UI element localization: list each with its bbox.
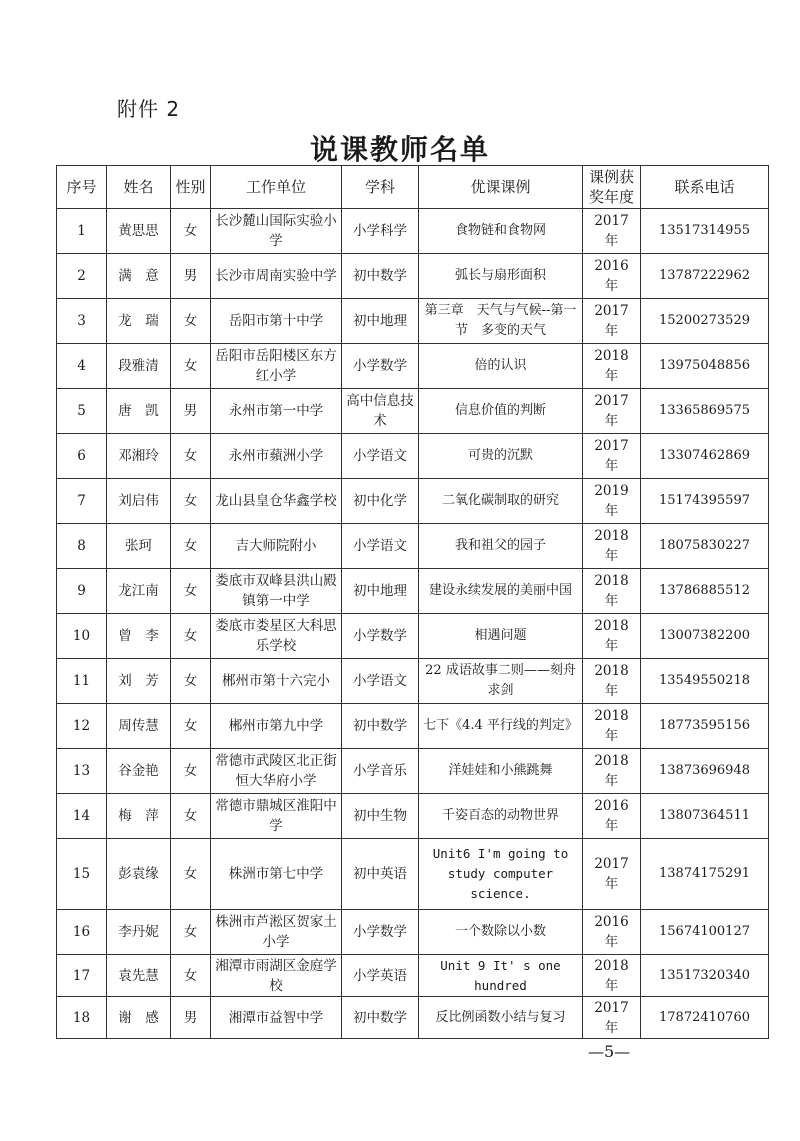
cell-name: 刘启伟 <box>107 479 171 524</box>
cell-subject: 小学数学 <box>342 910 419 955</box>
cell-award-year: 2016 年 <box>583 254 641 299</box>
cell-name: 黄思思 <box>107 209 171 254</box>
cell-subject: 初中地理 <box>342 299 419 344</box>
header-cell-gender: 性别 <box>171 166 211 209</box>
cell-gender: 女 <box>171 955 211 997</box>
cell-phone: 13786885512 <box>641 569 769 614</box>
table-row <box>57 955 769 997</box>
cell-phone: 13517320340 <box>641 955 769 997</box>
cell-index: 5 <box>57 389 107 434</box>
cell-subject: 初中数学 <box>342 997 419 1039</box>
cell-award-year: 2018 年 <box>583 614 641 659</box>
cell-award-year: 2017 年 <box>583 299 641 344</box>
cell-index: 4 <box>57 344 107 389</box>
cell-award-year: 2017 年 <box>583 997 641 1039</box>
table-row <box>57 524 769 569</box>
cell-index: 14 <box>57 794 107 839</box>
cell-gender: 女 <box>171 614 211 659</box>
cell-gender: 男 <box>171 389 211 434</box>
cell-lesson: 洋娃娃和小熊跳舞 <box>419 749 583 794</box>
cell-name: 邓湘玲 <box>107 434 171 479</box>
header-cell-subject: 学科 <box>342 166 419 209</box>
table-row <box>57 997 769 1039</box>
cell-phone: 18075830227 <box>641 524 769 569</box>
cell-name: 谢 感 <box>107 997 171 1039</box>
cell-name: 谷金艳 <box>107 749 171 794</box>
cell-name: 刘 芳 <box>107 659 171 704</box>
cell-workplace: 永州市第一中学 <box>211 389 342 434</box>
cell-lesson: 我和祖父的园子 <box>419 524 583 569</box>
cell-workplace: 湘潭市雨湖区金庭学校 <box>211 955 342 997</box>
table-row <box>57 389 769 434</box>
cell-subject: 小学语文 <box>342 524 419 569</box>
cell-index: 18 <box>57 997 107 1039</box>
cell-index: 16 <box>57 910 107 955</box>
cell-lesson: 千姿百态的动物世界 <box>419 794 583 839</box>
cell-workplace: 常德市鼎城区淮阳中学 <box>211 794 342 839</box>
cell-index: 11 <box>57 659 107 704</box>
cell-subject: 高中信息技术 <box>342 389 419 434</box>
header-cell-award-year: 课例获奖年度 <box>583 166 641 209</box>
table-row <box>57 614 769 659</box>
cell-award-year: 2018 年 <box>583 659 641 704</box>
cell-phone: 13365869575 <box>641 389 769 434</box>
cell-workplace: 永州市蘋洲小学 <box>211 434 342 479</box>
cell-lesson: Unit 9 It' s one hundred <box>419 955 583 997</box>
cell-subject: 小学英语 <box>342 955 419 997</box>
cell-name: 唐 凯 <box>107 389 171 434</box>
cell-award-year: 2017 年 <box>583 209 641 254</box>
cell-index: 13 <box>57 749 107 794</box>
header-cell-lesson: 优课课例 <box>419 166 583 209</box>
cell-award-year: 2018 年 <box>583 749 641 794</box>
cell-index: 7 <box>57 479 107 524</box>
cell-name: 龙 瑞 <box>107 299 171 344</box>
cell-award-year: 2017 年 <box>583 389 641 434</box>
cell-lesson: 第三章 天气与气候--第一节 多变的天气 <box>419 299 583 344</box>
cell-phone: 15674100127 <box>641 910 769 955</box>
header-cell-index: 序号 <box>57 166 107 209</box>
cell-index: 10 <box>57 614 107 659</box>
cell-workplace: 吉大师院附小 <box>211 524 342 569</box>
cell-gender: 女 <box>171 299 211 344</box>
cell-phone: 13787222962 <box>641 254 769 299</box>
cell-workplace: 株洲市第七中学 <box>211 839 342 910</box>
cell-lesson: 弧长与扇形面积 <box>419 254 583 299</box>
cell-phone: 13307462869 <box>641 434 769 479</box>
cell-award-year: 2018 年 <box>583 524 641 569</box>
cell-workplace: 岳阳市第十中学 <box>211 299 342 344</box>
cell-gender: 女 <box>171 659 211 704</box>
cell-gender: 女 <box>171 344 211 389</box>
cell-workplace: 娄底市娄星区大科思乐学校 <box>211 614 342 659</box>
table-row <box>57 704 769 749</box>
page-number: —5— <box>588 1042 631 1061</box>
cell-name: 张珂 <box>107 524 171 569</box>
cell-subject: 小学语文 <box>342 659 419 704</box>
cell-name: 曾 李 <box>107 614 171 659</box>
cell-lesson: 可贵的沉默 <box>419 434 583 479</box>
cell-subject: 初中生物 <box>342 794 419 839</box>
cell-phone: 15200273529 <box>641 299 769 344</box>
cell-workplace: 娄底市双峰县洪山殿镇第一中学 <box>211 569 342 614</box>
attachment-label: 附件 2 <box>117 97 181 121</box>
table-row <box>57 910 769 955</box>
cell-phone: 13007382200 <box>641 614 769 659</box>
cell-award-year: 2018 年 <box>583 344 641 389</box>
cell-workplace: 郴州市第九中学 <box>211 704 342 749</box>
cell-phone: 13807364511 <box>641 794 769 839</box>
cell-phone: 18773595156 <box>641 704 769 749</box>
cell-lesson: 22 成语故事二则——刻舟求剑 <box>419 659 583 704</box>
cell-workplace: 长沙麓山国际实验小学 <box>211 209 342 254</box>
cell-subject: 小学科学 <box>342 209 419 254</box>
cell-phone: 17872410760 <box>641 997 769 1039</box>
cell-award-year: 2018 年 <box>583 569 641 614</box>
cell-award-year: 2018 年 <box>583 955 641 997</box>
cell-workplace: 岳阳市岳阳楼区东方红小学 <box>211 344 342 389</box>
cell-gender: 男 <box>171 997 211 1039</box>
cell-workplace: 常德市武陵区北正街恒大华府小学 <box>211 749 342 794</box>
cell-name: 龙江南 <box>107 569 171 614</box>
cell-phone: 13873696948 <box>641 749 769 794</box>
cell-workplace: 湘潭市益智中学 <box>211 997 342 1039</box>
cell-name: 周传慧 <box>107 704 171 749</box>
cell-subject: 初中英语 <box>342 839 419 910</box>
table-row <box>57 749 769 794</box>
table-row <box>57 299 769 344</box>
cell-lesson: Unit6 I'm going to study computer science. <box>419 839 583 910</box>
cell-phone: 13549550218 <box>641 659 769 704</box>
cell-award-year: 2017 年 <box>583 434 641 479</box>
cell-name: 梅 萍 <box>107 794 171 839</box>
cell-lesson: 二氧化碳制取的研究 <box>419 479 583 524</box>
cell-gender: 女 <box>171 749 211 794</box>
cell-name: 段雅清 <box>107 344 171 389</box>
cell-phone: 13874175291 <box>641 839 769 910</box>
page-title: 说课教师名单 <box>309 133 490 166</box>
cell-award-year: 2018 年 <box>583 704 641 749</box>
cell-workplace: 长沙市周南实验中学 <box>211 254 342 299</box>
cell-gender: 男 <box>171 254 211 299</box>
cell-name: 满 意 <box>107 254 171 299</box>
cell-award-year: 2017 年 <box>583 839 641 910</box>
cell-subject: 初中数学 <box>342 254 419 299</box>
table-row <box>57 434 769 479</box>
cell-index: 15 <box>57 839 107 910</box>
cell-lesson: 七下《4.4 平行线的判定》 <box>419 704 583 749</box>
cell-gender: 女 <box>171 479 211 524</box>
cell-lesson: 一个数除以小数 <box>419 910 583 955</box>
cell-award-year: 2019 年 <box>583 479 641 524</box>
table-row <box>57 254 769 299</box>
cell-name: 李丹妮 <box>107 910 171 955</box>
header-cell-workplace: 工作单位 <box>211 166 342 209</box>
cell-lesson: 倍的认识 <box>419 344 583 389</box>
table-row <box>57 479 769 524</box>
cell-lesson: 反比例函数小结与复习 <box>419 997 583 1039</box>
cell-index: 9 <box>57 569 107 614</box>
cell-lesson: 相遇问题 <box>419 614 583 659</box>
cell-subject: 初中数学 <box>342 704 419 749</box>
cell-subject: 初中地理 <box>342 569 419 614</box>
cell-gender: 女 <box>171 524 211 569</box>
cell-gender: 女 <box>171 569 211 614</box>
header-row <box>57 166 769 209</box>
cell-workplace: 郴州市第十六完小 <box>211 659 342 704</box>
cell-gender: 女 <box>171 704 211 749</box>
table-row <box>57 659 769 704</box>
cell-index: 3 <box>57 299 107 344</box>
table-row <box>57 839 769 910</box>
table-row <box>57 344 769 389</box>
cell-gender: 女 <box>171 839 211 910</box>
cell-index: 6 <box>57 434 107 479</box>
cell-phone: 15174395597 <box>641 479 769 524</box>
cell-phone: 13975048856 <box>641 344 769 389</box>
cell-name: 袁先慧 <box>107 955 171 997</box>
cell-index: 12 <box>57 704 107 749</box>
cell-index: 17 <box>57 955 107 997</box>
table-row <box>57 209 769 254</box>
cell-award-year: 2016 年 <box>583 910 641 955</box>
cell-workplace: 株洲市芦淞区贺家土小学 <box>211 910 342 955</box>
cell-subject: 小学音乐 <box>342 749 419 794</box>
cell-subject: 小学数学 <box>342 344 419 389</box>
header-cell-name: 姓名 <box>107 166 171 209</box>
cell-name: 彭袁缘 <box>107 839 171 910</box>
cell-index: 1 <box>57 209 107 254</box>
teacher-roster-table <box>56 165 769 1039</box>
cell-subject: 小学数学 <box>342 614 419 659</box>
cell-index: 8 <box>57 524 107 569</box>
cell-gender: 女 <box>171 209 211 254</box>
cell-gender: 女 <box>171 910 211 955</box>
cell-subject: 小学语文 <box>342 434 419 479</box>
cell-gender: 女 <box>171 794 211 839</box>
cell-award-year: 2016 年 <box>583 794 641 839</box>
cell-lesson: 食物链和食物网 <box>419 209 583 254</box>
cell-workplace: 龙山县皇仓华鑫学校 <box>211 479 342 524</box>
table-row <box>57 569 769 614</box>
cell-lesson: 建设永续发展的美丽中国 <box>419 569 583 614</box>
cell-index: 2 <box>57 254 107 299</box>
cell-lesson: 信息价值的判断 <box>419 389 583 434</box>
table-row <box>57 794 769 839</box>
cell-gender: 女 <box>171 434 211 479</box>
cell-phone: 13517314955 <box>641 209 769 254</box>
cell-subject: 初中化学 <box>342 479 419 524</box>
header-cell-phone: 联系电话 <box>641 166 769 209</box>
